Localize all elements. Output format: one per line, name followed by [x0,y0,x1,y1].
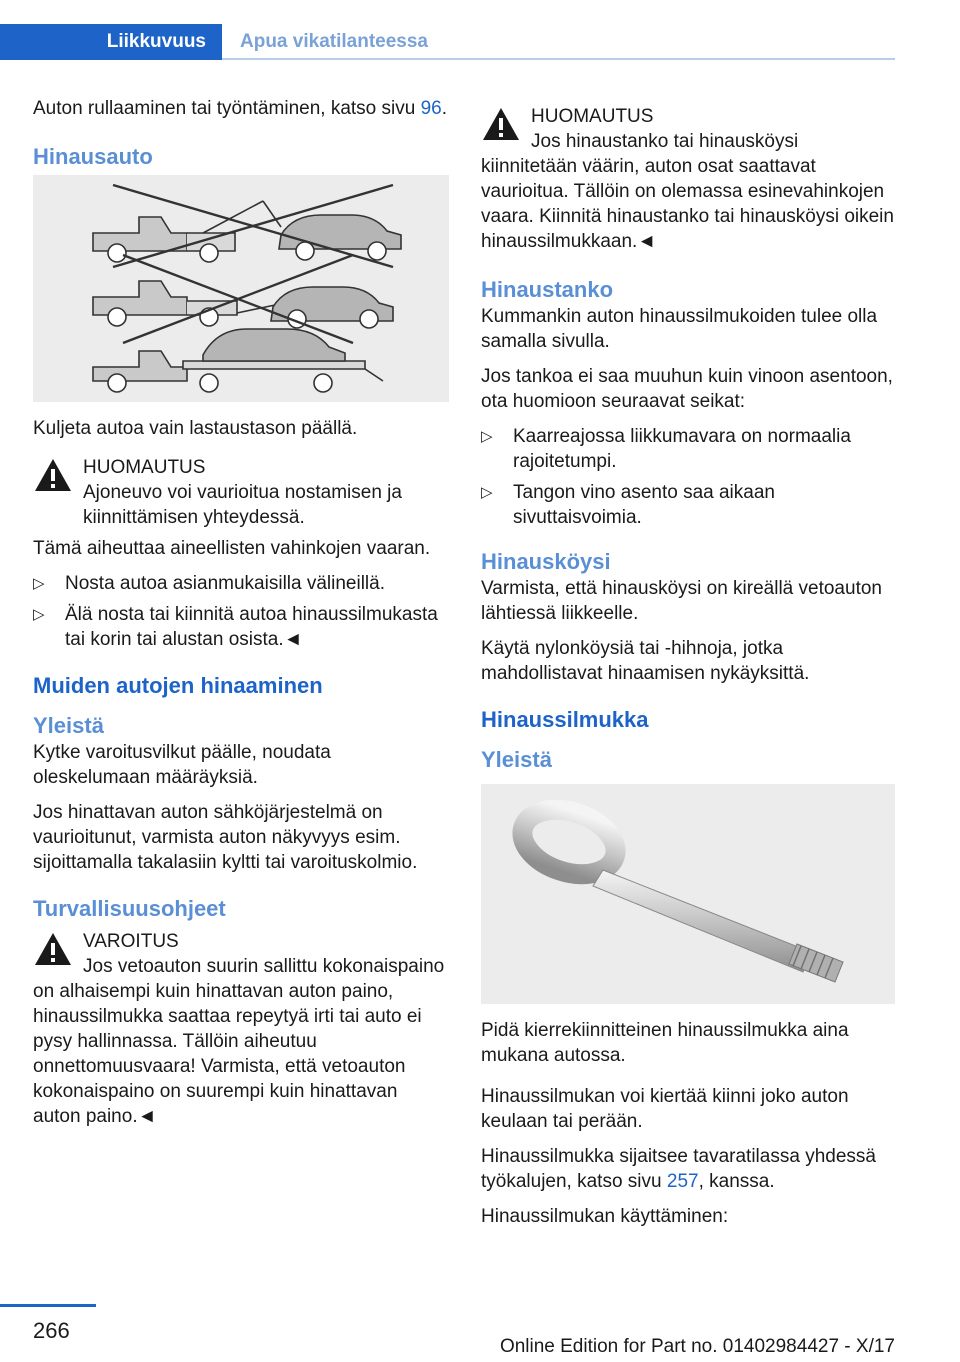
header-tabs [0,24,895,62]
hinauskoysi-paragraph-1: Varmista, että hinausköysi on kireällä vetoauton lähtiessä liikkeelle. [481,578,882,624]
hinaustanko-paragraph-1: Kummankin auton hinaussilmukoiden tulee olla samalla sivulla. [481,306,878,352]
list-item: ▷ Älä nosta tai kiinnitä autoa hinaussilmukasta tai korin tai alustan osista.◄ [33,604,438,650]
tow-hook-figure [481,784,895,1004]
heading-turvallisuusohjeet: Turvallisuusohjeet [33,896,226,921]
figure-caption-2: Pidä kierrekiinnitteinen hinaussilmukka aina mukana autossa. [481,1020,849,1066]
heading-hinaussilmukka: Hinaussilmukka [481,707,649,732]
right-column [481,104,895,1239]
warning-notice-2 [33,929,449,954]
warning-title-2: VAROITUS [83,931,179,952]
hinauskoysi-paragraph-2: Käytä nylonköysiä tai -hihnoja, jotka mahdollistavat hinaamisen nykäyksittä. [481,638,810,684]
warning-body-1b: Tämä aiheuttaa aineellisten vahinkojen vaaran. [33,538,431,559]
hinaussilmukka-paragraph-1: Hinaussilmukan voi kiertää kiinni joko auton keulaan tai perään. [481,1086,849,1132]
triangle-bullet-icon: ▷ [481,428,493,445]
triangle-bullet-icon: ▷ [33,575,45,592]
warning-title-1: HUOMAUTUS [83,457,206,478]
hinaussilmukka-paragraph-3: Hinaussilmukan käyttäminen: [481,1206,729,1227]
triangle-bullet-icon: ▷ [481,484,493,501]
tab-apua-vikatilanteessa[interactable]: Apua vikatilanteessa [240,31,428,52]
intro-paragraph: Auton rullaaminen tai työntäminen, katso sivu 96. [33,98,448,119]
left-column [33,96,449,1139]
tow-truck-figure [33,175,449,402]
list-item: ▷ Tangon vino asento saa aikaan sivuttaisvoimia. [481,482,775,528]
warning-list-1 [33,571,449,652]
hinaustanko-list [481,424,895,530]
warning-body-2: Jos vetoauton suurin sallittu kokonaispaino on alhaisempi kuin hinattavan auton paino, hinaussilmukka saattaa repeytyä irti tai auto ei pysy hallinnassa. Tällöin aiheutuu onnettomuusvaara! Varmista, että vetoauton kokonaispaino on suurempi kuin hinattavan auton paino.◄ [33,956,445,1127]
tab-liikkuvuus[interactable]: Liikkuvuus [0,24,222,60]
heading-muiden-autojen: Muiden autojen hinaaminen [33,673,323,698]
page-link-96[interactable]: 96 [420,98,442,119]
yleista-paragraph-1: Kytke varoitusvilkut päälle, noudata oleskelumaan määräyksiä. [33,742,331,788]
heading-yleista-2: Yleistä [481,747,552,772]
heading-hinausauto: Hinausauto [33,144,153,169]
footer-accent-line [0,1304,96,1307]
tow-truck-illustration [33,175,447,395]
page-link-257[interactable]: 257 [666,1171,699,1192]
tow-hook-illustration [481,784,895,1004]
warning-triangle-icon [33,457,73,493]
warning-title-3: HUOMAUTUS [531,106,654,127]
hinaustanko-paragraph-2: Jos tankoa ei saa muuhun kuin vinoon asentoon, ota huomioon seuraavat seikat: [481,366,893,412]
yleista-paragraph-2: Jos hinattavan auton sähköjärjestelmä on vaurioitunut, varmista auton näkyvyys esim. sijoittamalla takalasiin kyltti tai varoituskolmio. [33,802,418,873]
warning-triangle-icon [33,931,73,967]
heading-hinaustanko: Hinaustanko [481,277,614,302]
edition-note: Online Edition for Part no. 01402984427 - X/17 [499,1336,895,1357]
warning-body-3: Jos hinaustanko tai hinausköysi kiinnitetään väärin, auton osat saattavat vaurioitua. Tällöin on olemassa esinevahinkojen vaara. Kiinnitä hinaustanko tai hinausköysi oikein hinaussilmukkaan.◄ [481,131,894,252]
list-item: ▷ Nosta autoa asianmukaisilla välineillä. [33,573,386,594]
warning-notice-3 [481,104,895,129]
tab-underline [222,58,895,60]
heading-hinauskoysi: Hinausköysi [481,549,611,574]
warning-triangle-icon [481,106,521,142]
warning-notice-1 [33,455,449,530]
figure-caption-1: Kuljeta autoa vain lastaustason päällä. [33,418,358,439]
heading-yleista: Yleistä [33,713,104,738]
hinaussilmukka-paragraph-2: Hinaussilmukka sijaitsee tavaratilassa yhdessä työkalujen, katso sivu 257, kanssa. [481,1146,876,1192]
triangle-bullet-icon: ▷ [33,606,45,623]
list-item: ▷ Kaarreajossa liikkumavara on normaalia rajoitetumpi. [481,426,851,472]
warning-body-1a: Ajoneuvo voi vaurioitua nostamisen ja kiinnittämisen yhteydessä. [83,482,402,528]
page-number: 266 [33,1318,70,1343]
